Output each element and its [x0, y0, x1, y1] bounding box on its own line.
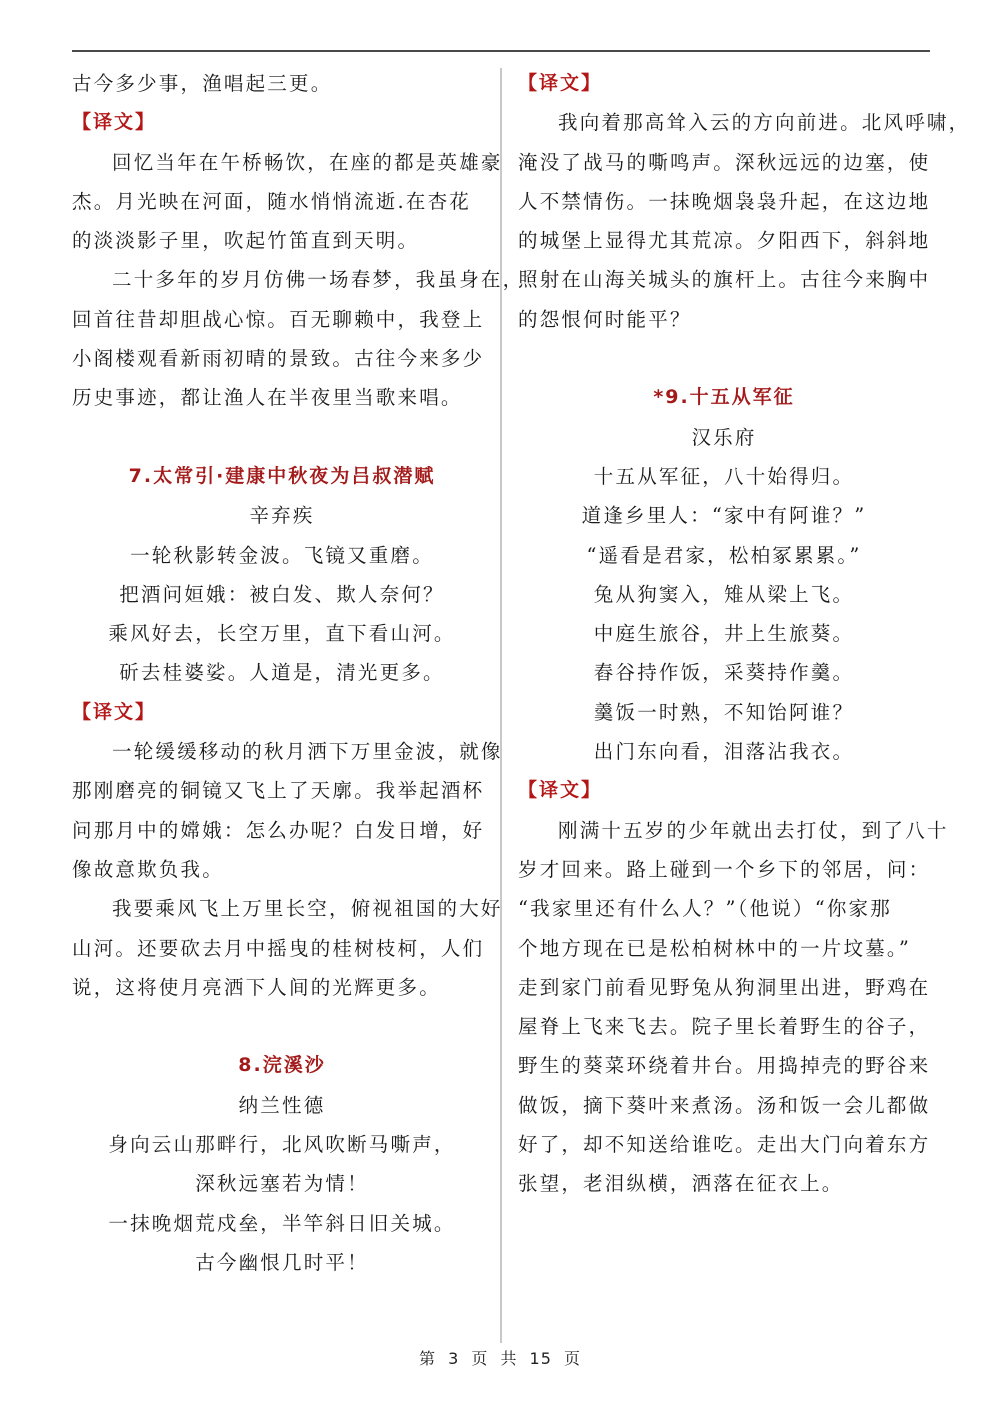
right-column — [518, 64, 971, 1204]
translation-line: 山河。还要砍去月中摇曳的桂树枝柯，人们 — [72, 936, 485, 960]
poem-line: 羹饭一时熟，不知饴阿谁？ — [593, 700, 855, 724]
poem-line: 道逢乡里人：“家中有阿谁？” — [581, 504, 867, 528]
translation-line: 岁才回来。路上碰到一个乡下的邻居，问： — [518, 857, 931, 881]
translation-line: 那刚磨亮的铜镜又飞上了天廓。我举起酒杯 — [72, 779, 485, 803]
translation-label: 【译文】 — [518, 72, 603, 94]
translation-line: “我家里还有什么人？”（他说）“你家那 — [518, 897, 892, 921]
translation-line: 回忆当年在午桥畅饮，在座的都是英雄豪 — [112, 150, 503, 174]
poem-line: 出门东向看，泪落沾我衣。 — [593, 740, 855, 764]
translation-line: 小阁楼观看新雨初晴的景致。古往今来多少 — [72, 347, 485, 371]
poem-line: 斫去桂婆娑。人道是，清光更多。 — [119, 661, 445, 685]
column-divider — [500, 68, 502, 1343]
translation-label: 【译文】 — [72, 700, 157, 723]
previous-poem-tail: 古今多少事，渔唱起三更。 — [72, 72, 333, 95]
poem-line: 一抹晚烟荒戍垒，半竿斜日旧关城。 — [108, 1211, 456, 1235]
translation-line: 走到家门前看见野兔从狗洞里出进，野鸡在 — [518, 975, 931, 999]
header-rule — [72, 50, 930, 52]
translation-line: 历史事迹，都让渔人在半夜里当歌来唱。 — [72, 386, 463, 410]
translation-line: 杰。月光映在河面，随水悄悄流逝.在杏花 — [72, 189, 471, 213]
translation-line: 人不禁情伤。一抹晚烟袅袅升起，在这边地 — [518, 189, 931, 213]
translation-line: 的淡淡影子里，吹起竹笛直到天明。 — [72, 229, 420, 253]
translation-line: 的怨恨何时能平？ — [518, 307, 692, 331]
poem-line: 乘风好去，长空万里，直下看山河。 — [108, 622, 456, 646]
poem-line: 深秋远塞若为情！ — [195, 1172, 369, 1196]
translation-line: 野生的葵菜环绕着井台。用捣掉壳的野谷来 — [518, 1054, 931, 1078]
poem-line: 把酒问姮娥：被白发、欺人奈何？ — [119, 582, 445, 606]
poem-line: 中庭生旅谷，井上生旅葵。 — [593, 622, 855, 646]
translation-label: 【译文】 — [72, 111, 157, 134]
poem-title: 8.浣溪沙 — [238, 1054, 326, 1077]
poem-title: *9.十五从军征 — [653, 386, 795, 409]
translation-line: 的城堡上显得尤其荒凉。夕阳西下，斜斜地 — [518, 229, 931, 253]
translation-line: 屋脊上飞来飞去。院子里长着野生的谷子， — [518, 1015, 931, 1039]
translation-line: 像故意欺负我。 — [72, 857, 224, 881]
translation-line: 照射在山海关城头的旗杆上。古往今来胸中 — [518, 268, 931, 292]
translation-label: 【译文】 — [518, 779, 603, 802]
translation-line: 淹没了战马的嘶鸣声。深秋远远的边塞，使 — [518, 150, 931, 174]
poem-line: 舂谷持作饭，采葵持作羹。 — [593, 661, 855, 685]
translation-line: 好了，却不知送给谁吃。走出大门向着东方 — [518, 1133, 931, 1157]
poem-title: 7.太常引·建康中秋夜为吕叔潜赋 — [128, 464, 436, 487]
translation-line: 我要乘风飞上万里长空，俯视祖国的大好 — [112, 897, 503, 921]
poem-line: 古今幽恨几时平！ — [195, 1250, 369, 1274]
poem-line: 身向云山那畔行，北风吹断马嘶声， — [108, 1133, 456, 1157]
poem-author: 汉乐府 — [691, 425, 757, 449]
poem-line: 兔从狗窦入，雉从梁上飞。 — [593, 582, 855, 606]
translation-line: 做饭，摘下葵叶来煮汤。汤和饭一会儿都做 — [518, 1093, 931, 1117]
translation-line: 回首往昔却胆战心惊。百无聊赖中，我登上 — [72, 307, 485, 331]
translation-line: 张望，老泪纵横，洒落在征衣上。 — [518, 1172, 844, 1196]
poem-author: 纳兰性德 — [238, 1093, 326, 1117]
translation-line: 个地方现在已是松柏树林中的一片坟墓。” — [518, 936, 912, 960]
translation-line: 说，这将使月亮洒下人间的光辉更多。 — [72, 975, 441, 999]
poem-line: “遥看是君家，松柏冢累累。” — [586, 543, 862, 567]
poem-author: 辛弃疾 — [249, 504, 315, 528]
page-number: 第 3 页 共 15 页 — [419, 1349, 581, 1368]
translation-line: 一轮缓缓移动的秋月洒下万里金波，就像 — [112, 740, 503, 764]
poem-line: 十五从军征，八十始得归。 — [593, 464, 855, 488]
translation-line: 二十多年的岁月仿佛一场春梦，我虽身在， — [112, 268, 525, 292]
translation-line: 问那月中的嫦娥：怎么办呢？白发日增，好 — [72, 818, 485, 842]
translation-line: 我向着那高耸入云的方向前进。北风呼啸， — [558, 111, 971, 135]
left-column — [72, 64, 525, 1282]
poem-line: 一轮秋影转金波。飞镜又重磨。 — [130, 543, 434, 567]
translation-line: 刚满十五岁的少年就出去打仗，到了八十 — [558, 818, 949, 842]
